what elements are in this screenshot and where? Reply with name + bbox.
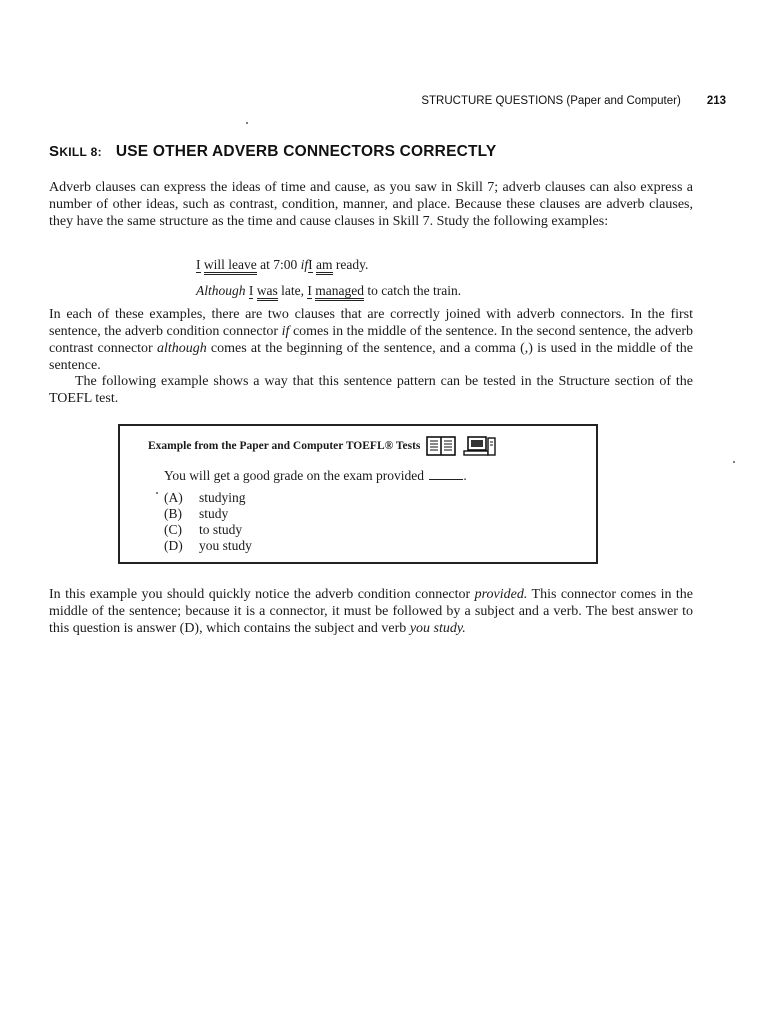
answer-choices (164, 490, 252, 554)
sentence-text: to catch the train. (363, 283, 462, 298)
text-run: In this example you should quickly notice the adverb condition connector (49, 587, 475, 602)
choice-text: you study (199, 538, 252, 553)
choice-text: to study (199, 522, 243, 537)
connector-italic: if (281, 324, 290, 339)
scan-speck (156, 492, 158, 494)
skill-number-rest: KILL 8: (59, 145, 102, 159)
answer-paragraph (49, 586, 693, 637)
sentence-text: late, (277, 283, 308, 298)
choice-letter: (B) (164, 506, 182, 521)
connector-italic: although (156, 341, 207, 356)
answer-choice (164, 538, 252, 554)
intro-paragraph: Adverb clauses can express the ideas of time and cause, as you saw in Skill 7; adverb clauses can also express a number of other ideas, such as contrast, condition, manner, and place. Because these clauses are adverb clauses, they have the same structure as the time and cause clauses in Skill 7. Study the following examples: (49, 180, 693, 229)
subject: I (248, 283, 254, 298)
toefl-example-box (118, 424, 598, 564)
text-run: This connector comes in the middle of the sentence; because it is a connector, it must be followed by a subject and a verb. The best answer to this question is answer (D), which contains the subject and verb (49, 587, 693, 636)
verb: managed (315, 284, 364, 301)
connector: if (300, 257, 309, 272)
page-number: 213 (706, 95, 726, 107)
sentence-text: at 7:00 (256, 257, 301, 272)
verb: will leave (204, 258, 257, 275)
scan-speck (733, 461, 735, 463)
skill-title: USE OTHER ADVERB CONNECTORS CORRECTLY (115, 143, 497, 160)
example-box-title (148, 436, 496, 456)
running-head-section: STRUCTURE QUESTIONS (Paper and Computer) (421, 95, 681, 107)
question-end: . (463, 468, 467, 483)
choice-text: study (199, 506, 229, 521)
choice-text: studying (199, 490, 246, 505)
connector: Although (196, 283, 246, 298)
subject: I (307, 283, 312, 298)
answer-choice (164, 522, 252, 538)
running-head (421, 95, 726, 107)
example-sentence-2 (196, 282, 461, 301)
verb: am (316, 258, 333, 275)
explanation-paragraph (49, 306, 693, 374)
text-run: comes at the beginning of the sentence, and a comma (,) is used in the middle of the sentence. (49, 341, 693, 373)
scan-speck (246, 122, 248, 124)
verb: was (257, 284, 278, 301)
question-stem (164, 468, 467, 484)
subject: I (196, 257, 201, 272)
answer-italic: you study. (409, 621, 466, 636)
book-icon (426, 436, 456, 456)
question-text: You will get a good grade on the exam provided (164, 468, 424, 483)
answer-choice (164, 490, 252, 506)
skill-number-initial: S (49, 143, 60, 160)
connector-italic: provided. (474, 587, 528, 602)
skill-heading (49, 143, 496, 161)
choice-letter: (A) (164, 490, 183, 505)
choice-letter: (C) (164, 522, 182, 537)
skill-number (49, 143, 102, 160)
answer-blank (429, 479, 463, 480)
computer-icon (462, 436, 496, 456)
subject: I (308, 257, 313, 272)
example-box-title-text: Example from the Paper and Computer TOEFL® Tests (148, 440, 421, 452)
answer-choice (164, 506, 252, 522)
sentence-text: ready. (332, 257, 369, 272)
text-run: comes in the middle of the sentence. In the second sentence, the adverb contrast connector (49, 324, 693, 356)
test-intro-paragraph: The following example shows a way that this sentence pattern can be tested in the Structure section of the TOEFL test. (49, 374, 693, 406)
example-sentence-1 (196, 256, 368, 275)
choice-letter: (D) (164, 538, 183, 553)
text-run: In each of these examples, there are two clauses that are correctly joined with adverb connectors. In the first sentence, the adverb condition connector (49, 307, 693, 339)
